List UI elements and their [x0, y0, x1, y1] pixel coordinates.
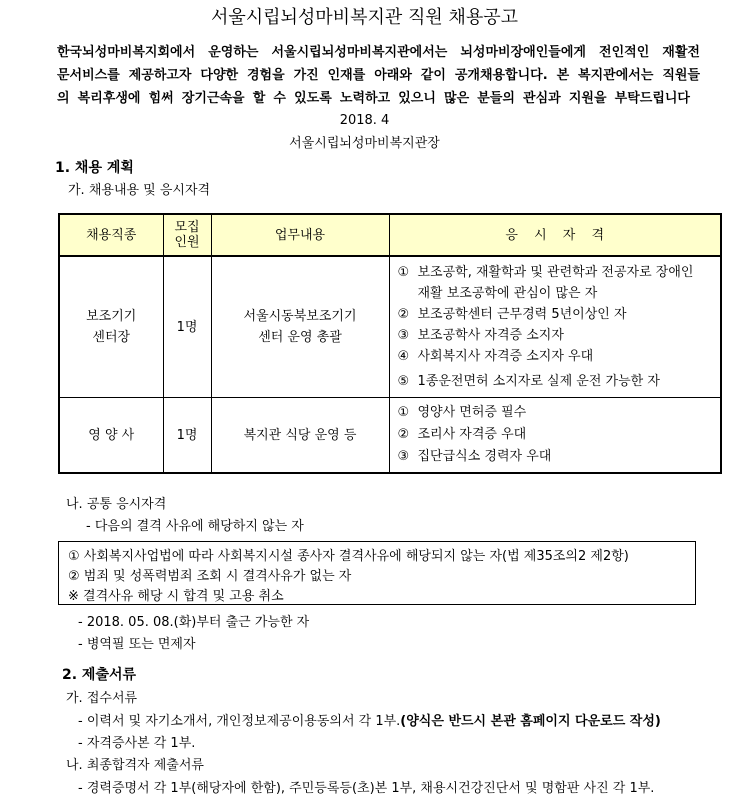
qualification-text: 보조공학사 자격증 소지자	[417, 328, 564, 343]
header-duties: 업무내용	[211, 214, 389, 256]
duties-line: 센터 운영 총괄	[258, 330, 342, 345]
qualification-text: 보조공학센터 근무경력 5년이상인 자	[417, 307, 627, 322]
cell-headcount: 1명	[163, 398, 211, 474]
intro-line: 의 복리후생에 힘써 장기근속을 할 수 있도록 노력하고 있으니 많은 분들의 관심과 지원을 부탁드립니다	[57, 91, 690, 106]
subsection-heading-recruitment-details: 가. 채용내용 및 응시자격	[68, 183, 211, 198]
intro-line: 한국뇌성마비복지회에서 운영하는 서울시립뇌성마비복지관에서는 뇌성마비장애인들에게 전인적인 재활전	[57, 45, 700, 60]
qualification-item	[398, 325, 721, 346]
qualification-line: 재활 보조공학에 관심이 많은 자	[417, 286, 598, 301]
qualification-text: 집단급식소 경력자 우대	[417, 449, 552, 464]
qualification-text: 영양사 면허증 필수	[417, 405, 527, 420]
qualification-marker: ⑤	[397, 374, 410, 389]
qualification-item	[398, 446, 721, 468]
qualification-item	[398, 262, 721, 304]
qualification-text: 조리사 자격증 우대	[417, 427, 527, 442]
subsection-heading-application-documents: 가. 접수서류	[66, 691, 138, 706]
cell-headcount: 1명	[163, 256, 211, 398]
cell-duties	[211, 256, 389, 398]
header-headcount-line: 인원	[174, 235, 200, 250]
table-row	[59, 256, 721, 398]
qualification-item	[398, 402, 721, 424]
table-row	[59, 398, 721, 474]
common-qualifications-lead: - 다음의 결격 사유에 해당하지 않는 자	[86, 519, 304, 534]
qualification-text: 사회복지사 자격증 소지자 우대	[417, 349, 594, 364]
cell-qualifications	[389, 256, 721, 398]
qualification-item	[398, 304, 721, 325]
cell-qualifications	[389, 398, 721, 474]
qualification-marker: ④	[397, 349, 410, 364]
application-document-item	[78, 713, 661, 731]
application-document-note: (양식은 반드시 본관 홈페이지 다운로드 작성)	[400, 714, 661, 729]
duties-line: 서울시동북보조기기	[243, 309, 357, 324]
header-headcount	[163, 214, 211, 256]
qualification-item	[398, 424, 721, 446]
application-document-item: - 자격증사본 각 1부.	[78, 736, 196, 751]
header-headcount-line: 모집	[174, 220, 200, 235]
final-document-item: - 경력증명서 각 1부(해당자에 한함), 주민등록등(초)본 1부, 채용시건강진단서 및 명함판 사진 각 1부.	[78, 781, 655, 796]
document-title: 서울시립뇌성마비복지관 직원 채용공고	[210, 7, 519, 28]
qualification-line: 보조공학, 재활학과 및 관련학과 전공자로 장애인	[417, 265, 694, 280]
cell-job-type: 영 양 사	[59, 398, 163, 474]
qualification-marker: ②	[397, 307, 410, 322]
section-heading-required-documents: 2. 제출서류	[62, 667, 137, 683]
disqualification-item: ② 범죄 및 성폭력범죄 조회 시 결격사유가 없는 자	[68, 569, 352, 584]
extra-requirement-item: - 2018. 05. 08.(화)부터 출근 가능한 자	[78, 615, 310, 630]
subsection-heading-common-qualifications: 나. 공통 응시자격	[66, 497, 167, 512]
extra-requirement-item: - 병역필 또는 면제자	[78, 637, 196, 652]
table-header-row	[59, 214, 721, 256]
qualification-marker: ③	[397, 449, 410, 464]
intro-line: 문서비스를 제공하고자 다양한 경험을 가진 인재를 아래와 같이 공개채용합니다. 본 복지관에서는 직원들	[57, 68, 700, 83]
cell-job-type	[59, 256, 163, 398]
qualification-marker: ①	[397, 405, 410, 420]
subsection-heading-final-documents: 나. 최종합격자 제출서류	[66, 758, 204, 773]
issuer-name: 서울시립뇌성마비복지관장	[289, 136, 440, 151]
application-document-text: - 이력서 및 자기소개서, 개인정보제공이용동의서 각 1부.	[78, 714, 401, 729]
table-body	[59, 256, 721, 473]
header-qualifications: 응 시 자 격	[389, 214, 721, 256]
qualification-text: 1종운전면허 소지자로 실제 운전 가능한 자	[417, 374, 660, 389]
job-type-line: 보조기기	[86, 309, 137, 324]
disqualification-note: ※ 결격사유 해당 시 합격 및 고용 취소	[68, 589, 284, 604]
qualification-item	[398, 371, 721, 392]
header-job-type: 채용직종	[59, 214, 163, 256]
qualification-text	[418, 262, 694, 304]
cell-duties: 복지관 식당 운영 등	[211, 398, 389, 474]
section-heading-recruitment-plan: 1. 채용 계획	[55, 160, 134, 176]
qualification-item	[398, 346, 721, 367]
disqualification-item: ① 사회복지사업법에 따라 사회복지시설 종사자 결격사유에 해당되지 않는 자(법 제35조의2 제2항)	[68, 549, 629, 564]
job-type-line: 센터장	[92, 330, 131, 345]
qualification-marker: ①	[397, 265, 410, 280]
qualification-marker: ②	[397, 427, 410, 442]
recruitment-table	[58, 213, 722, 474]
table-header	[59, 214, 721, 256]
posting-date: 2018. 4	[339, 113, 390, 128]
disqualification-box	[58, 541, 696, 605]
qualification-marker: ③	[397, 328, 410, 343]
